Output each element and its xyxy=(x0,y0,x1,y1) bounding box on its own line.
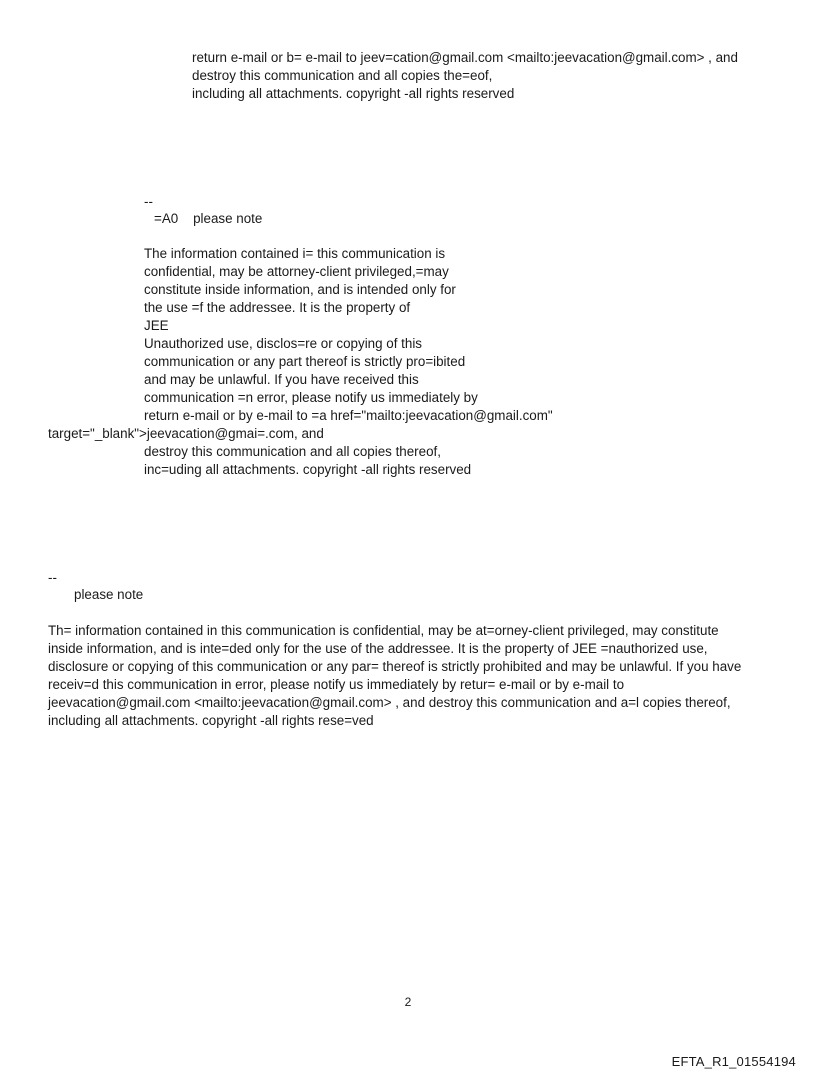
block3-line-5: jeevacation@gmail.com <mailto:jeevacation@gmail.com> , and destroy this communication and a=l copies thereof, xyxy=(48,695,731,710)
block2-line-1: The information contained i= this communication is xyxy=(144,246,446,261)
block1-line-1: return e-mail or b= e-mail to jeev=cation@gmail.com <mailto:jeevacation@gmail.com> , and xyxy=(192,50,738,65)
block3-line-3: disclosure or copying of this communication or any par= thereof is strictly prohibited and may be unlawful. If you have xyxy=(48,659,742,674)
page-number: 2 xyxy=(404,995,412,1009)
block1-line-3: including all attachments. copyright -all rights reserved xyxy=(192,86,515,101)
block2-line-3: constitute inside information, and is intended only for xyxy=(144,282,456,297)
block3-line-4: receiv=d this communication in error, please notify us immediately by retur= e-mail or by e-mail to xyxy=(48,677,625,692)
block2-line-7: communication or any part thereof is strictly pro=ibited xyxy=(144,354,466,369)
block3-line-1: Th= information contained in this communication is confidential, may be at=orney-client privileged, may constitute xyxy=(48,623,719,638)
block2-line-6: Unauthorized use, disclos=re or copying of this xyxy=(144,336,423,351)
block2-separator: -- xyxy=(144,194,153,209)
block2-line-5: JEE xyxy=(144,318,169,333)
block2-line-12: inc=uding all attachments. copyright -all rights reserved xyxy=(144,462,472,477)
block2-line-11: destroy this communication and all copies thereof, xyxy=(144,444,441,459)
block2-please-note: =A0 please note xyxy=(154,211,263,226)
block2-target-line: target="_blank">jeevacation@gmai=.com, and xyxy=(48,426,324,441)
block3-please-note: please note xyxy=(74,587,144,602)
block2-line-10: return e-mail or by e-mail to =a href="mailto:jeevacation@gmail.com" xyxy=(144,408,553,423)
document-id-footer: EFTA_R1_01554194 xyxy=(671,1054,796,1069)
block2-line-9: communication =n error, please notify us immediately by xyxy=(144,390,478,405)
block2-line-8: and may be unlawful. If you have received this xyxy=(144,372,419,387)
block3-line-2: inside information, and is inte=ded only for the use of the addressee. It is the property of JEE =nauthorized use, xyxy=(48,641,708,656)
block3-separator: -- xyxy=(48,570,57,585)
block1-line-2: destroy this communication and all copies the=eof, xyxy=(192,68,493,83)
block2-line-4: the use =f the addressee. It is the property of xyxy=(144,300,411,315)
block3-line-6: including all attachments. copyright -all rights rese=ved xyxy=(48,713,374,728)
block2-line-2: confidential, may be attorney-client privileged,=may xyxy=(144,264,449,279)
